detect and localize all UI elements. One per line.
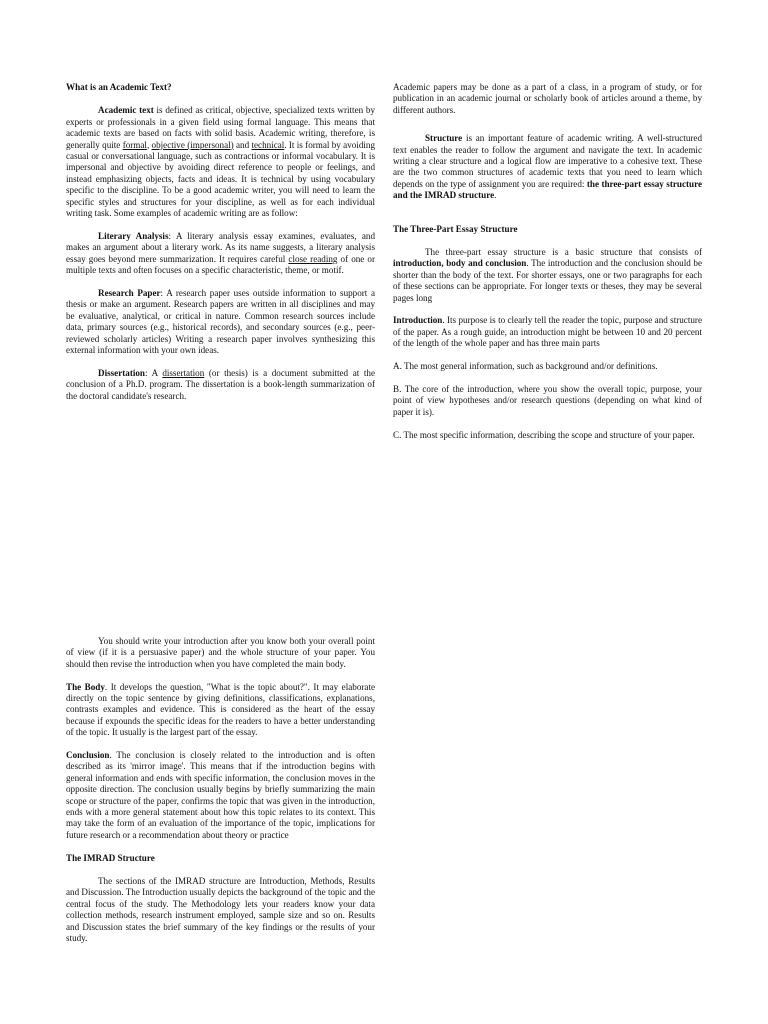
text-run: , — [146, 139, 152, 150]
underlined-formal: formal — [122, 139, 147, 150]
paragraph-conclusion — [66, 750, 375, 841]
list-item-b: B. The core of the introduction, where you show the overall topic, purpose, your point of view hypotheses and/or research questions (depending on what kind of paper it is). — [393, 383, 702, 417]
text-run: is an important feature of academic writing. A well-structured text enables the reader to follow the argument and navigate the text. In academic writing a clear structure and a logical flow are imperative to a cohesive text. These are the two common structures of academic texts that you need to learn which depends on the type of assignment you are required: — [393, 133, 702, 189]
text-run: (or thesis) is a document submitted at the conclusion of a Ph.D. program. The dissertation is a book-length summarization of the doctoral candidate's research. — [66, 367, 375, 401]
text-run: . — [494, 190, 497, 201]
underlined-objective: objective (impersonal) — [151, 139, 234, 150]
paragraph-research-paper — [66, 288, 375, 356]
underlined-close-reading: close reading — [288, 253, 338, 264]
text-run: . It is formal by avoiding casual or conversational language, such as contractions or informal vocabulary. It is impersonal and objective by avoiding direct reference to people or feelings, and instead emphasizing objects, facts and ideas. It is technical by using vocabulary specific to the discipline. To be a good academic writer, you will need to learn the specific styles and structures for your discipline, as well as for each individual writing task. Some examples of academic writing are as follow: — [66, 139, 375, 219]
section-title-three-part: The Three-Part Essay Structure — [393, 223, 518, 234]
left-column-bottom — [66, 636, 375, 956]
paragraph-imrad: The sections of the IMRAD structure are Introduction, Methods, Results and Discussion. The Introduction usually depicts the background of the topic and the central focus of the study. The Methodology lets your readers know your data collection methods, research instrument employed, sample size and so on. Results and Discussion states the brief summary of the key findings or the results of your study. — [66, 876, 375, 944]
text-run: . It develops the question, "What is the topic about?". It may elaborate directly on the topic sentence by giving definitions, classifications, explanations, contrasts examples and evidence. This is considered as the heart of the essay because if expounds the specific ideas for the readers to have a better understanding of the topic. It usually is the largest part of the essay. — [66, 681, 376, 738]
section-title-imrad: The IMRAD Structure — [66, 852, 155, 863]
text-run: . The introduction and the conclusion should be shorter than the body of the text. For shorter essays, one or two paragraphs for each of these sections can be appropriate. For longer texts or theses, they may be several pages long — [393, 258, 702, 303]
list-item-a: A. The most general information, such as background and/or definitions. — [393, 361, 658, 372]
paragraph-introduction — [393, 315, 702, 349]
term-literary-analysis: Literary Analysis — [98, 230, 169, 241]
paragraph-three-part — [393, 247, 702, 304]
paragraph-academic-text — [66, 105, 375, 219]
text-run: The three-part essay structure is a basic structure that consists of — [425, 247, 702, 258]
bold-intro-body-conclusion: introduction, body and conclusion — [393, 258, 527, 269]
term-structure: Structure — [425, 133, 463, 144]
term-body: The Body — [66, 681, 105, 692]
paragraph-dissertation — [66, 368, 375, 402]
paragraph-literary-analysis — [66, 231, 375, 277]
paragraph-write-introduction: You should write your introduction after you know both your overall point of view (if it is a persuasive paper) and the whole structure of your paper. You should then revise the introduction when you have completed the main body. — [66, 636, 375, 669]
underlined-dissertation: dissertation — [162, 367, 205, 378]
paragraph-structure — [393, 133, 702, 201]
right-column-top — [393, 82, 702, 452]
section-title-academic-text: What is an Academic Text? — [66, 82, 172, 92]
underlined-technical: technical — [251, 139, 285, 150]
term-dissertation: Dissertation — [98, 367, 145, 378]
text-run: . The conclusion is closely related to the introduction and is often described as its 'mirror image'. This means that if the introduction begins with general information and ends with specific information, the conclusion moves in the opposite direction. The conclusion usually begins by briefly summarizing the main scope or structure of the paper, confirms the topic that was given in the introduction, ends with a more general statement about how this topic relates to its context. This may take the form of an evaluation of the importance of the topic, implications for future research or a recommendation about theory or practice — [66, 750, 375, 840]
paragraph-body — [66, 682, 375, 739]
list-item-c: C. The most specific information, describing the scope and structure of your paper. — [393, 429, 695, 440]
text-run: . Its purpose is to clearly tell the reader the topic, purpose and structure of the paper. As a rough guide, an introduction might be between 10 and 20 percent of the length of the whole paper and has three main parts — [393, 315, 702, 349]
paragraph-academic-papers: Academic papers may be done as a part of a class, in a program of study, or for publication in an academic journal or scholarly book of articles around a theme, by different authors. — [393, 82, 702, 115]
left-column-top — [66, 82, 375, 413]
text-run: : A — [144, 367, 163, 378]
term-research-paper: Research Paper — [98, 287, 161, 298]
term-academic-text: Academic text — [98, 105, 154, 116]
text-run: is defined as critical, objective, specialized texts written by experts or professionals in a given field using formal language. This means that academic texts are based on facts with solid basis. Academic writing, therefore, is generally quite — [66, 105, 375, 150]
text-run: : A research paper uses outside information to support a thesis or make an argument. Research papers are written in all disciplines and may be evaluative, analytical, or critical in nature. Common research sources include data, primary sources (e.g., historical records), and secondary sources (e.g., peer-reviewed scholarly articles) Writing a research paper involves synthesizing this external information with your own ideas. — [66, 287, 375, 355]
term-introduction: Introduction — [393, 315, 443, 326]
bold-structures: the three-part essay structure and the IMRAD structure — [393, 178, 702, 201]
text-run: and — [233, 139, 252, 150]
term-conclusion: Conclusion — [66, 750, 110, 761]
text-run: : A literary analysis essay examines, evaluates, and makes an argument about a literary work. As its name suggests, a literary analysis essay goes beyond mere summarization. It requires careful — [66, 230, 375, 264]
text-run: of one or multiple texts and often focuses on a specific characteristic, theme, or motif. — [66, 253, 375, 276]
